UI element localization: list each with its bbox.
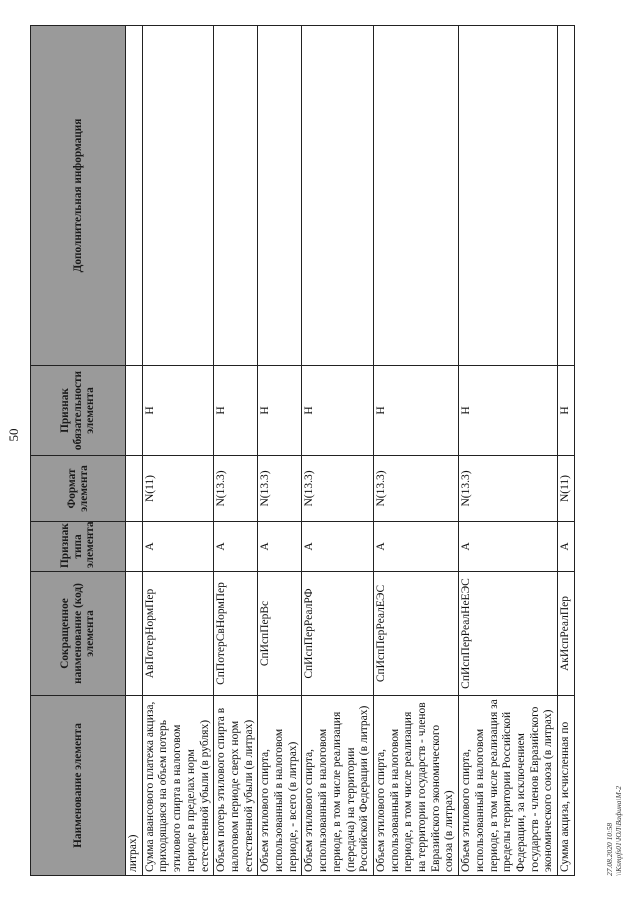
cell-type: А	[302, 522, 374, 572]
table-row	[373, 26, 458, 876]
cell-code: СпИспПерРеалНеЕЭС	[459, 572, 558, 696]
cell-format: N(13.3)	[258, 456, 302, 522]
cell-format: N(13.3)	[459, 456, 558, 522]
cell-name: Сумма акциза, исчисленная по	[558, 696, 575, 876]
table-row	[558, 26, 575, 876]
header-element-format: Формат элемента	[31, 456, 126, 522]
cell-code	[126, 572, 143, 696]
cell-name: литрах)	[126, 696, 143, 876]
table-row	[302, 26, 374, 876]
cell-code: СпИспПерРеалРФ	[302, 572, 374, 696]
cell-format: N(11)	[558, 456, 575, 522]
cell-format: N(13.3)	[302, 456, 374, 522]
cell-required: Н	[142, 366, 214, 456]
table-header-row	[31, 26, 126, 876]
table-row	[459, 26, 558, 876]
cell-info	[214, 26, 258, 366]
cell-required: Н	[258, 366, 302, 456]
print-file-path: \\Ksmpfs01\ЮЛ\Вафина\М-2	[614, 785, 623, 876]
cell-type: А	[373, 522, 458, 572]
table-row	[214, 26, 258, 876]
cell-info	[142, 26, 214, 366]
print-footer	[605, 786, 623, 876]
header-element-name: Наименование элемента	[31, 696, 126, 876]
cell-format	[126, 456, 143, 522]
cell-info	[126, 26, 143, 366]
cell-code: СпПотерСвНормПер	[214, 572, 258, 696]
cell-info	[258, 26, 302, 366]
cell-required: Н	[459, 366, 558, 456]
header-element-type: Признак типа элемента	[31, 522, 126, 572]
cell-format: N(11)	[142, 456, 214, 522]
page-number: 50	[6, 428, 21, 442]
cell-required: Н	[558, 366, 575, 456]
cell-type: А	[142, 522, 214, 572]
cell-type	[126, 522, 143, 572]
cell-format: N(13.3)	[373, 456, 458, 522]
cell-required	[126, 366, 143, 456]
table-row	[142, 26, 214, 876]
table-row	[126, 26, 143, 876]
cell-name: Объем потерь этилового спирта в налоговом периоде сверх норм естественной убыли (в литрах)	[214, 696, 258, 876]
cell-name: Объем этилового спирта, использованный в налоговом периоде, - всего (в литрах)	[258, 696, 302, 876]
header-additional-info: Дополнительная информация	[31, 26, 126, 366]
cell-required: Н	[373, 366, 458, 456]
cell-required: Н	[214, 366, 258, 456]
cell-code: СпИспПерРеалЕЭС	[373, 572, 458, 696]
cell-code: АвПотерНормПер	[142, 572, 214, 696]
cell-format: N(13.3)	[214, 456, 258, 522]
cell-name: Объем этилового спирта, использованный в налоговом периоде, в том числе реализация за пределы территории Российской Федерации, за исключением государств - членов Евразийского экономического союза (в литрах)	[459, 696, 558, 876]
cell-name: Объем этилового спирта, использованный в налоговом периоде, в том числе реализация (передача) на территории Российской Федерации (в литрах)	[302, 696, 374, 876]
cell-type: А	[459, 522, 558, 572]
cell-code: СпИспПерВс	[258, 572, 302, 696]
print-timestamp: 27.08.2020 10:58	[605, 822, 614, 876]
cell-code: АкИспРеалПер	[558, 572, 575, 696]
header-element-code: Сокращенное наименование (код) элемента	[31, 572, 126, 696]
cell-name: Сумма авансового платежа акциза, приходящаяся на объем потерь этилового спирта в налоговом периоде в пределах норм естественной убыли (в рублях)	[142, 696, 214, 876]
cell-info	[558, 26, 575, 366]
header-element-required: Признак обязательности элемента	[31, 366, 126, 456]
cell-type: А	[558, 522, 575, 572]
table-row	[258, 26, 302, 876]
elements-table	[30, 25, 575, 876]
cell-type: А	[258, 522, 302, 572]
cell-type: А	[214, 522, 258, 572]
cell-info	[302, 26, 374, 366]
cell-name: Объем этилового спирта, использованный в налоговом периоде, в том числе реализация на территории государств - членов Евразийского экономического союза (в литрах)	[373, 696, 458, 876]
cell-required: Н	[302, 366, 374, 456]
cell-info	[373, 26, 458, 366]
cell-info	[459, 26, 558, 366]
